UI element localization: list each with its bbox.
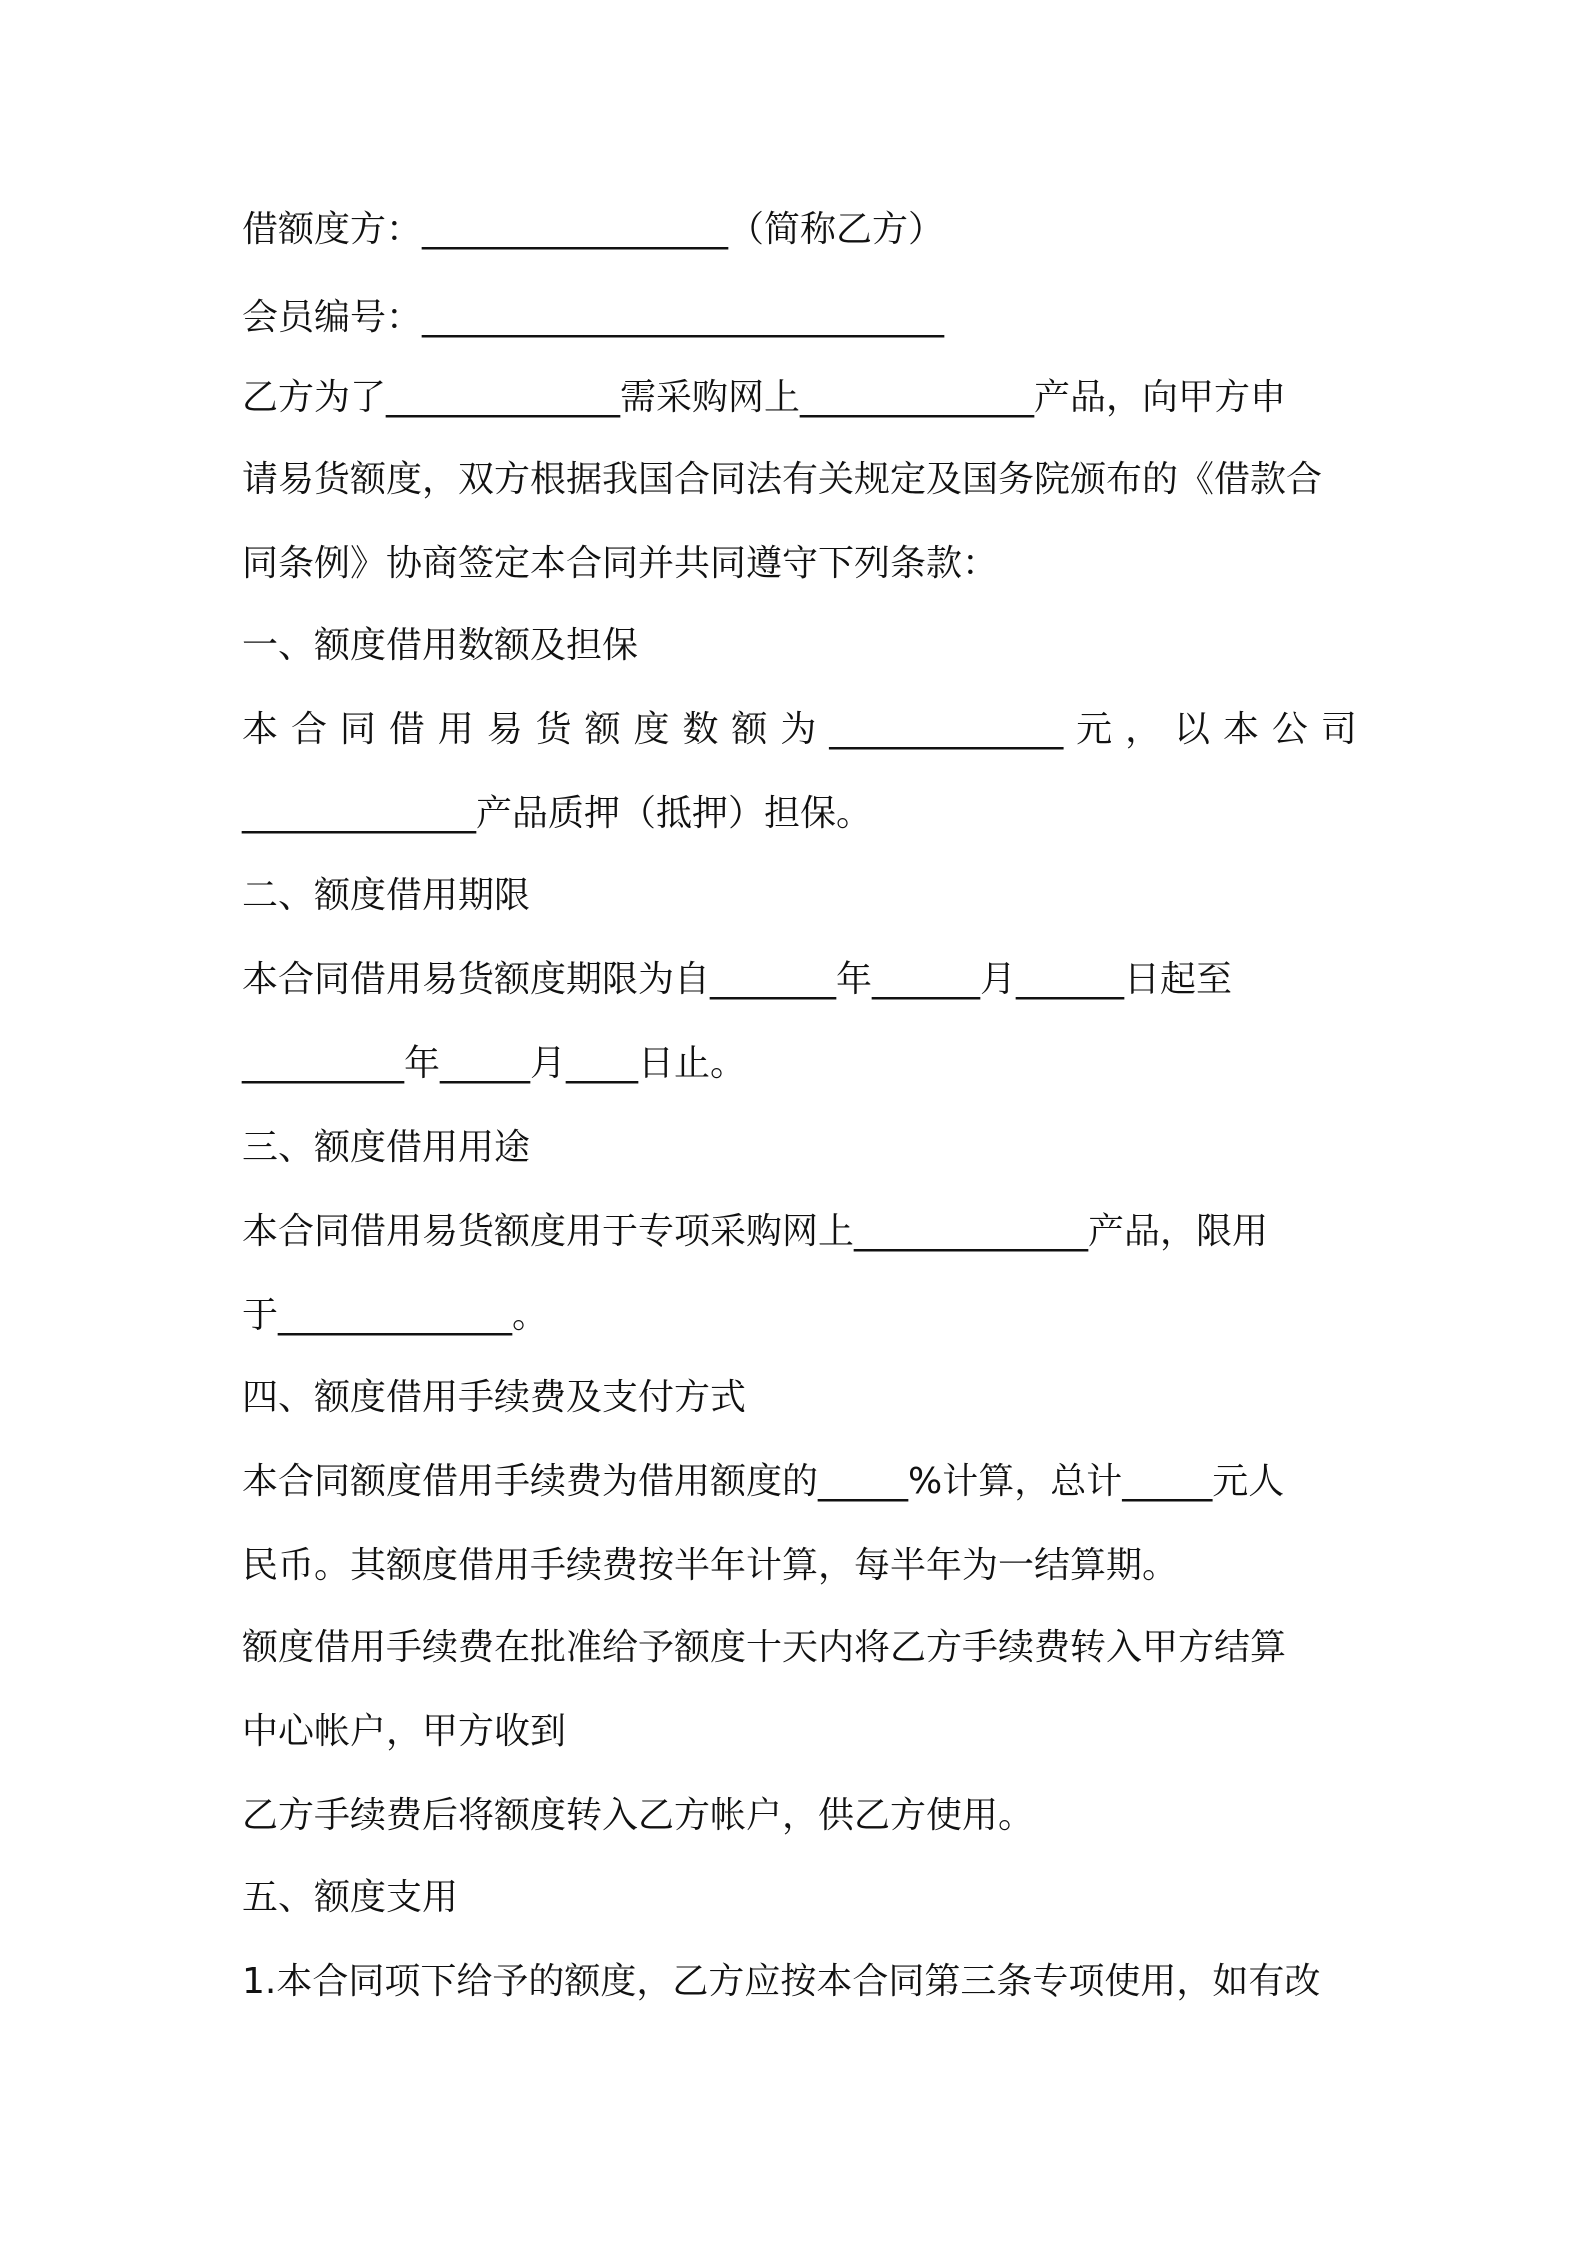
spaced-char: 本 <box>1222 709 1259 750</box>
section-4-line-3 <box>242 1624 1357 1672</box>
section-3-line-1 <box>242 1208 1357 1256</box>
section-1-line-1 <box>242 706 1357 754</box>
member-number-line: 会员编号：_____________________________ <box>242 297 945 338</box>
spaced-char: 公 <box>1271 709 1308 750</box>
section-4-line-2: 民币。其额度借用手续费按半年计算，每半年为一结算期。 <box>242 1545 1179 1586</box>
spaced-char: 借 <box>388 709 425 750</box>
section-heading-5: 五、额度支用 <box>242 1877 459 1918</box>
section-2-line-2: _________年_____月____日止。 <box>242 1043 747 1084</box>
paragraph-intro-text-1: 乙方为了_____________需采购网上_____________产品，向甲方申 <box>242 377 1287 418</box>
section-2-line-1 <box>242 956 1357 1004</box>
spaced-char: 额 <box>731 709 768 750</box>
section-heading-3: 三、额度借用用途 <box>242 1127 531 1168</box>
section-4-text-3: 额度借用手续费在批准给予额度十天内将乙方手续费转入甲方结算 <box>242 1627 1287 1668</box>
spaced-char: 同 <box>339 709 376 750</box>
section-heading-2: 二、额度借用期限 <box>242 875 531 916</box>
borrower-field-line: 借额度方：_________________（简称乙方） <box>242 209 945 250</box>
section-1-line-2: _____________产品质押（抵押）担保。 <box>242 793 873 834</box>
section-4-line-5: 乙方手续费后将额度转入乙方帐户，供乙方使用。 <box>242 1795 1035 1836</box>
section-4-text-1: 本合同额度借用手续费为借用额度的_____%计算，总计_____元人 <box>242 1461 1285 1502</box>
spaced-char: ， <box>1125 709 1162 750</box>
paragraph-intro-line-1 <box>242 374 1357 422</box>
section-3-text-1: 本合同借用易货额度用于专项采购网上_____________产品，限用 <box>242 1211 1269 1252</box>
paragraph-intro-line-3: 同条例》协商签定本合同并共同遵守下列条款： <box>242 543 999 584</box>
spaced-char: 本 <box>242 709 279 750</box>
spaced-char: 司 <box>1320 709 1357 750</box>
paragraph-intro-line-2: 请易货额度，双方根据我国合同法有关规定及国务院颁布的《借款合 <box>242 459 1323 500</box>
spaced-char: 元 <box>1076 709 1113 750</box>
spaced-char: 为 <box>780 709 817 750</box>
section-heading-4: 四、额度借用手续费及支付方式 <box>242 1377 747 1418</box>
spaced-char: 数 <box>682 709 719 750</box>
spaced-char: 度 <box>633 709 670 750</box>
section-heading-1: 一、额度借用数额及担保 <box>242 625 639 666</box>
spaced-char: 以 <box>1174 709 1211 750</box>
spaced-char: 合 <box>290 709 327 750</box>
spaced-char: 货 <box>535 709 572 750</box>
section-3-line-2: 于_____________。 <box>242 1295 548 1336</box>
amount-blank: _____________ <box>829 709 1064 750</box>
spaced-char: 用 <box>437 709 474 750</box>
section-4-line-1 <box>242 1458 1357 1506</box>
spaced-char: 易 <box>486 709 523 750</box>
section-5-line-1 <box>242 1958 1357 2006</box>
section-2-text-1: 本合同借用易货额度期限为自_______年______月______日起至 <box>242 959 1233 1000</box>
spaced-char: 额 <box>584 709 621 750</box>
section-4-line-4: 中心帐户，甲方收到 <box>242 1711 567 1752</box>
section-5-text-1: 1.本合同项下给予的额度，乙方应按本合同第三条专项使用，如有改 <box>242 1961 1321 2002</box>
